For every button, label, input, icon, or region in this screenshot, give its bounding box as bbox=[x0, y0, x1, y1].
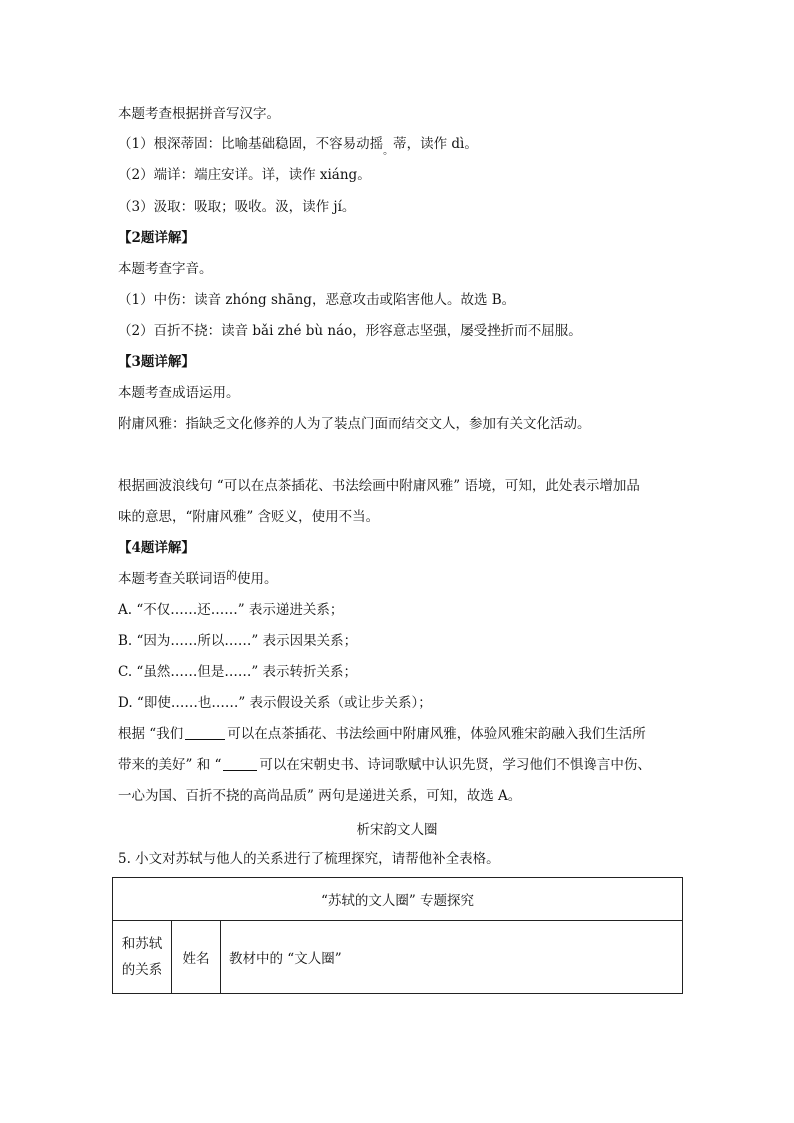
text-line: 本题考查成语运用。 bbox=[118, 385, 240, 401]
option-c: C. “虽然……但是……” 表示转折关系； bbox=[118, 664, 358, 680]
option-b: B. “因为……所以……” 表示因果关系； bbox=[118, 633, 358, 649]
fill-blank bbox=[185, 725, 225, 740]
text-line: 一心为国、百折不挠的高尚品质” 两句是递进关系，可知，故选 A。 bbox=[118, 788, 522, 804]
text-line: 本题考查关联词语$^的$使用。 bbox=[118, 569, 278, 587]
table-header: “苏轼的文人圈” 专题探究 bbox=[113, 878, 683, 921]
text-line: 本题考查根据拼音写汉字。 bbox=[118, 106, 280, 122]
option-a: A. “不仅……还……” 表示递进关系； bbox=[118, 602, 344, 618]
text-line: 根据 “我们 可以在点茶插花、书法绘画中附庸风雅，体验风雅宋韵融入我们生活所 bbox=[118, 726, 646, 742]
textbook-circle-header: 教材中的 “文人圈” bbox=[221, 921, 683, 994]
text-line: 附庸风雅：指缺乏文化修养的人为了装点门面而结交文人，参加有关文化活动。 bbox=[118, 416, 591, 432]
text-line: （2）百折不挠：读音 bǎi zhé bù náo，形容意志坚强，屡受挫折而不屈服。 bbox=[118, 323, 582, 339]
text-line: 本题考查字音。 bbox=[118, 261, 213, 277]
text-line: 根据画波浪线句 “可以在点茶插花、书法绘画中附庸风雅” 语境，可知，此处表示增加品 bbox=[118, 478, 640, 494]
text-line: 味的意思，“附庸风雅” 含贬义，使用不当。 bbox=[118, 509, 380, 525]
text-line: （1）根深蒂固：比喻基础稳固，不容易动摇$_。$蒂，读作 dì。 bbox=[118, 136, 478, 157]
text-line: （3）汲取：吸取；吸收。汲，读作 jí。 bbox=[118, 199, 356, 215]
section-title: 析宋韵文人圈 bbox=[356, 822, 438, 838]
research-table bbox=[112, 877, 683, 994]
text-line: （2）端详：端庄安详。详，读作 xiáng。 bbox=[118, 167, 371, 183]
section-heading: 【3题详解】 bbox=[118, 354, 195, 370]
question-5: 5. 小文对苏轼与他人的关系进行了梳理探究，请帮他补全表格。 bbox=[118, 851, 500, 867]
text-line: 带来的美好” 和 “ 可以在宋朝史书、诗词歌赋中认识先贤，学习他们不惧谗言中伤、 bbox=[118, 757, 651, 773]
text-line: （1）中伤：读音 zhóng shāng，恶意攻击或陷害他人。故选 B。 bbox=[118, 292, 516, 308]
section-heading: 【2题详解】 bbox=[118, 230, 195, 246]
name-header: 姓名 bbox=[172, 921, 221, 994]
relation-header: 和苏轼 的关系 bbox=[113, 921, 172, 994]
option-d: D. “即使……也……” 表示假设关系（或让步关系）； bbox=[118, 695, 432, 711]
section-heading: 【4题详解】 bbox=[118, 540, 195, 556]
fill-blank bbox=[223, 756, 257, 771]
